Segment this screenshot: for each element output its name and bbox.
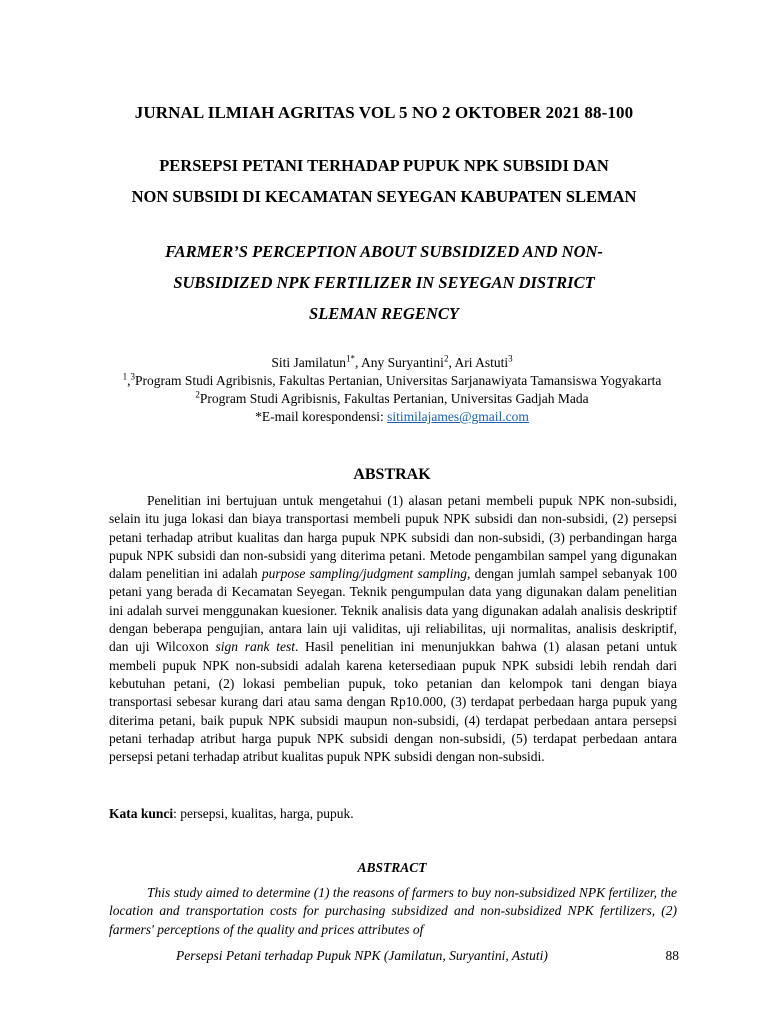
author-sup-2: 2 <box>443 353 449 364</box>
abstract-body <box>109 884 677 939</box>
keywords-label: Kata kunci <box>109 806 174 821</box>
correspondence-line <box>100 408 684 426</box>
title-en-line-3: SLEMAN REGENCY <box>309 304 459 323</box>
affiliation-1-sup-b: 3 <box>130 371 135 382</box>
email-link[interactable]: sitimilajames@gmail.com <box>387 409 529 424</box>
keywords <box>109 806 677 822</box>
affiliation-1-sup-a: 1 <box>122 371 128 382</box>
author-sup-1: 1* <box>346 353 356 364</box>
author-line <box>100 354 684 372</box>
title-id-line-2: NON SUBSIDI DI KECAMATAN SEYEGAN KABUPATEN SLEMAN <box>131 187 637 206</box>
abstract-heading: ABSTRACT <box>357 860 427 875</box>
affiliation-2 <box>100 390 684 408</box>
page-number: 88 <box>665 948 679 963</box>
abstrak-italic-2: sign rank test <box>215 639 295 655</box>
author-block <box>100 354 684 426</box>
keywords-text: : persepsi, kualitas, harga, pupuk. <box>173 806 354 821</box>
author-name-2: , Any Suryantini <box>355 355 444 370</box>
abstrak-text-2: , dengan jumlah sampel sebanyak 100 petani yang berada di Kecamatan Seyegan. Teknik pengumpulan data yang digunakan dalam penelitian ini adalah survei menggunakan kuesioner. Teknik analisis data yang digunakan adalah analisis deskriptif dengan beberapa pengujian, antara lain uji validitas, uji reliabilitas, uji normalitas, analisis deskriptif, dan uji Wilcoxon <box>109 566 677 655</box>
abstrak-italic-1: purpose sampling/judgment sampling <box>261 566 467 582</box>
abstrak-heading: ABSTRAK <box>353 466 431 483</box>
title-id-line-1: PERSEPSI PETANI TERHADAP PUPUK NPK SUBSIDI DAN <box>159 156 609 175</box>
journal-header: JURNAL ILMIAH AGRITAS VOL 5 NO 2 OKTOBER 2021 88-100 <box>134 103 634 122</box>
author-name-3: , Ari Astuti <box>448 355 509 370</box>
abstract-paragraph: This study aimed to determine (1) the reasons of farmers to buy non-subsidized NPK fertilizer, the location and transportation costs for purchasing subsidized and non-subsidized NPK fertilizers, (2) farmers' perceptions of the quality and prices attributes of <box>109 885 677 937</box>
title-indonesian <box>0 150 768 212</box>
abstrak-paragraph <box>109 492 677 766</box>
affiliation-1-text: Program Studi Agribisnis, Fakultas Pertanian, Universitas Sarjanawiyata Tamansiswa Yogyakarta <box>135 373 662 388</box>
author-name-1: Siti Jamilatun <box>271 355 347 370</box>
affiliation-2-sup: 2 <box>195 389 200 400</box>
email-label: *E-mail korespondensi: <box>255 409 388 424</box>
author-sup-3: 3 <box>508 353 513 364</box>
title-english <box>0 236 768 329</box>
affiliation-1 <box>100 372 684 390</box>
abstrak-text-3: . Hasil penelitian ini menunjukkan bahwa (1) alasan petani untuk membeli pupuk NPK non-subsidi adalah karena ketersediaan pupuk NPK subsidi lebih rendah dari kebutuhan petani, (2) lokasi pembelian pupuk, toko petanian dan kelompok tani dengan biaya transportasi sebesar kurang dari atau sama dengan Rp10.000, (3) terdapat perbedaan harga pupuk yang diterima petani, baik pupuk NPK subsidi maupun non-subsidi, (4) terdapat perbedaan antara persepsi petani terhadap atribut harga pupuk NPK subsidi dengan non-subsidi, (5) terdapat perbedaan antara persepsi petani terhadap atribut kualitas pupuk NPK subsidi dengan non-subsidi. <box>109 639 677 765</box>
affiliation-2-text: Program Studi Agribisnis, Fakultas Pertanian, Universitas Gadjah Mada <box>199 391 589 406</box>
affiliation-1-comma: , <box>127 373 131 388</box>
abstrak-body <box>109 492 677 766</box>
running-footer: Persepsi Petani terhadap Pupuk NPK (Jamilatun, Suryantini, Astuti) <box>176 948 548 963</box>
abstrak-text-1: Penelitian ini bertujuan untuk mengetahui (1) alasan petani membeli pupuk NPK non-subsidi, selain itu juga lokasi dan biaya transportasi membeli pupuk NPK subsidi dan non-subsidi, (2) persepsi petani terhadap atribut kualitas dan harga pupuk NPK subsidi dan non-subsidi, (3) perbandingan harga pupuk NPK subsidi dan non-subsidi yang diterima petani. Metode pengambilan sampel yang digunakan dalam penelitian ini adalah <box>109 493 677 582</box>
title-en-line-1: FARMER’S PERCEPTION ABOUT SUBSIDIZED AND NON- <box>165 242 603 261</box>
title-en-line-2: SUBSIDIZED NPK FERTILIZER IN SEYEGAN DISTRICT <box>173 273 595 292</box>
